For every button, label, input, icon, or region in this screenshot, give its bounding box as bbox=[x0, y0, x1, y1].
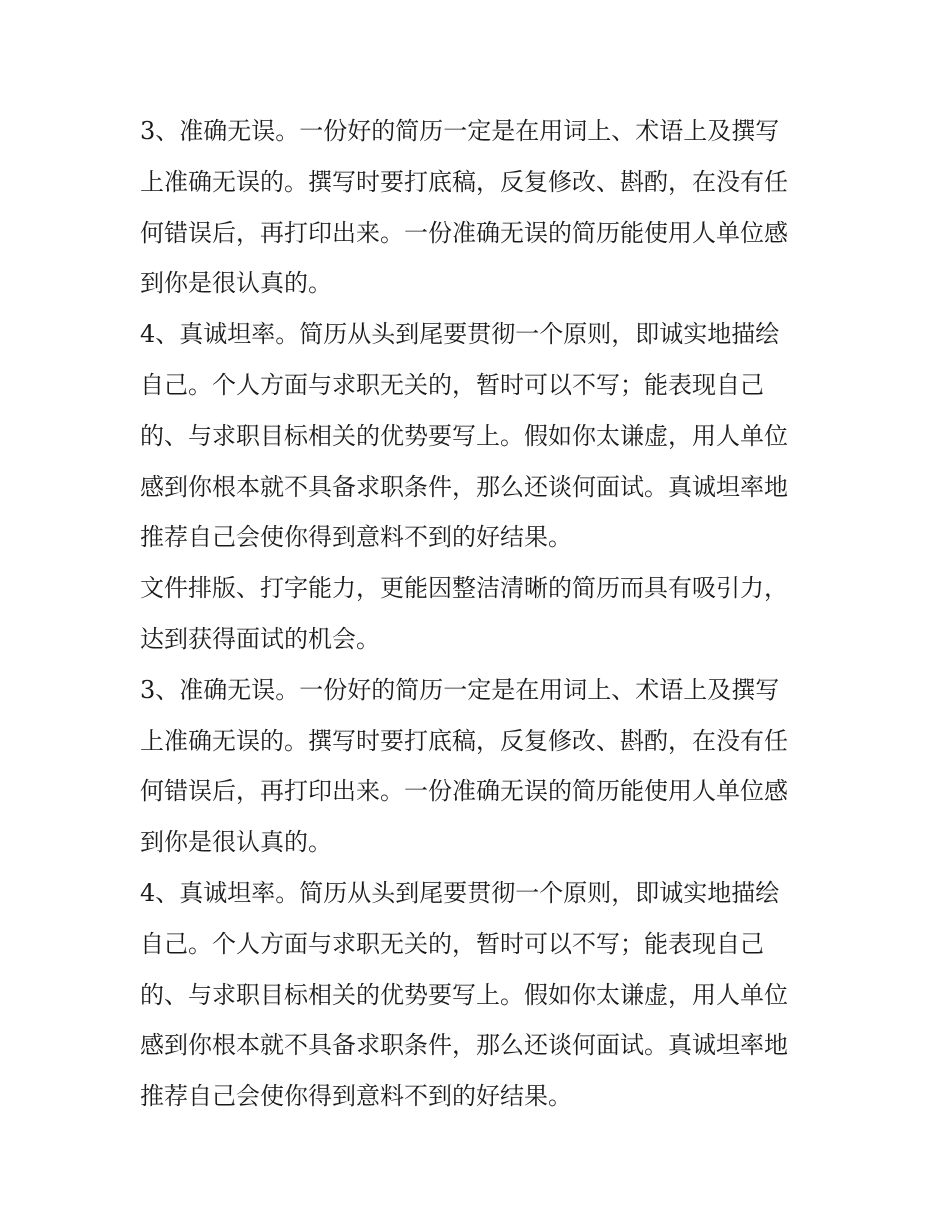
text-line: 4、真诚坦率。简历从头到尾要贯彻一个原则，即诚实地描绘 bbox=[140, 320, 780, 349]
paragraph-accuracy-repeat bbox=[140, 665, 820, 868]
text-line: 3、准确无误。一份好的简历一定是在用词上、术语上及撰写 bbox=[140, 675, 780, 704]
text-line: 文件排版、打字能力，更能因整洁清晰的简历而具有吸引力， bbox=[140, 574, 788, 603]
text-line: 何错误后，再打印出来。一份准确无误的简历能使用人单位感 bbox=[140, 777, 788, 806]
document-body bbox=[140, 106, 820, 1122]
text-line: 3、准确无误。一份好的简历一定是在用词上、术语上及撰写 bbox=[140, 117, 780, 145]
text-line: 上准确无误的。撰写时要打底稿，反复修改、斟酌，在没有任 bbox=[140, 726, 788, 755]
paragraph-layout-skills bbox=[140, 563, 820, 665]
text-line: 自己。个人方面与求职无关的，暂时可以不写；能表现自己 bbox=[140, 929, 764, 958]
text-line: 推荐自己会使你得到意料不到的好结果。 bbox=[140, 1082, 572, 1111]
text-line: 4、真诚坦率。简历从头到尾要贯彻一个原则，即诚实地描绘 bbox=[140, 878, 780, 907]
text-line: 的、与求职目标相关的优势要写上。假如你太谦虚，用人单位 bbox=[140, 421, 788, 450]
text-line: 到你是很认真的。 bbox=[140, 828, 332, 857]
paragraph-accuracy bbox=[140, 106, 820, 309]
text-line: 的、与求职目标相关的优势要写上。假如你太谦虚，用人单位 bbox=[140, 980, 788, 1009]
paragraph-sincerity-repeat bbox=[140, 868, 820, 1122]
text-line: 到你是很认真的。 bbox=[140, 269, 332, 298]
text-line: 推荐自己会使你得到意料不到的好结果。 bbox=[140, 523, 572, 552]
text-line: 自己。个人方面与求职无关的，暂时可以不写；能表现自己 bbox=[140, 370, 764, 399]
text-line: 达到获得面试的机会。 bbox=[140, 624, 380, 653]
text-line: 感到你根本就不具备求职条件，那么还谈何面试。真诚坦率地 bbox=[140, 472, 788, 501]
text-line: 何错误后，再打印出来。一份准确无误的简历能使用人单位感 bbox=[140, 218, 788, 247]
paragraph-sincerity bbox=[140, 309, 820, 563]
text-line: 上准确无误的。撰写时要打底稿，反复修改、斟酌，在没有任 bbox=[140, 167, 788, 196]
text-line: 感到你根本就不具备求职条件，那么还谈何面试。真诚坦率地 bbox=[140, 1031, 788, 1060]
